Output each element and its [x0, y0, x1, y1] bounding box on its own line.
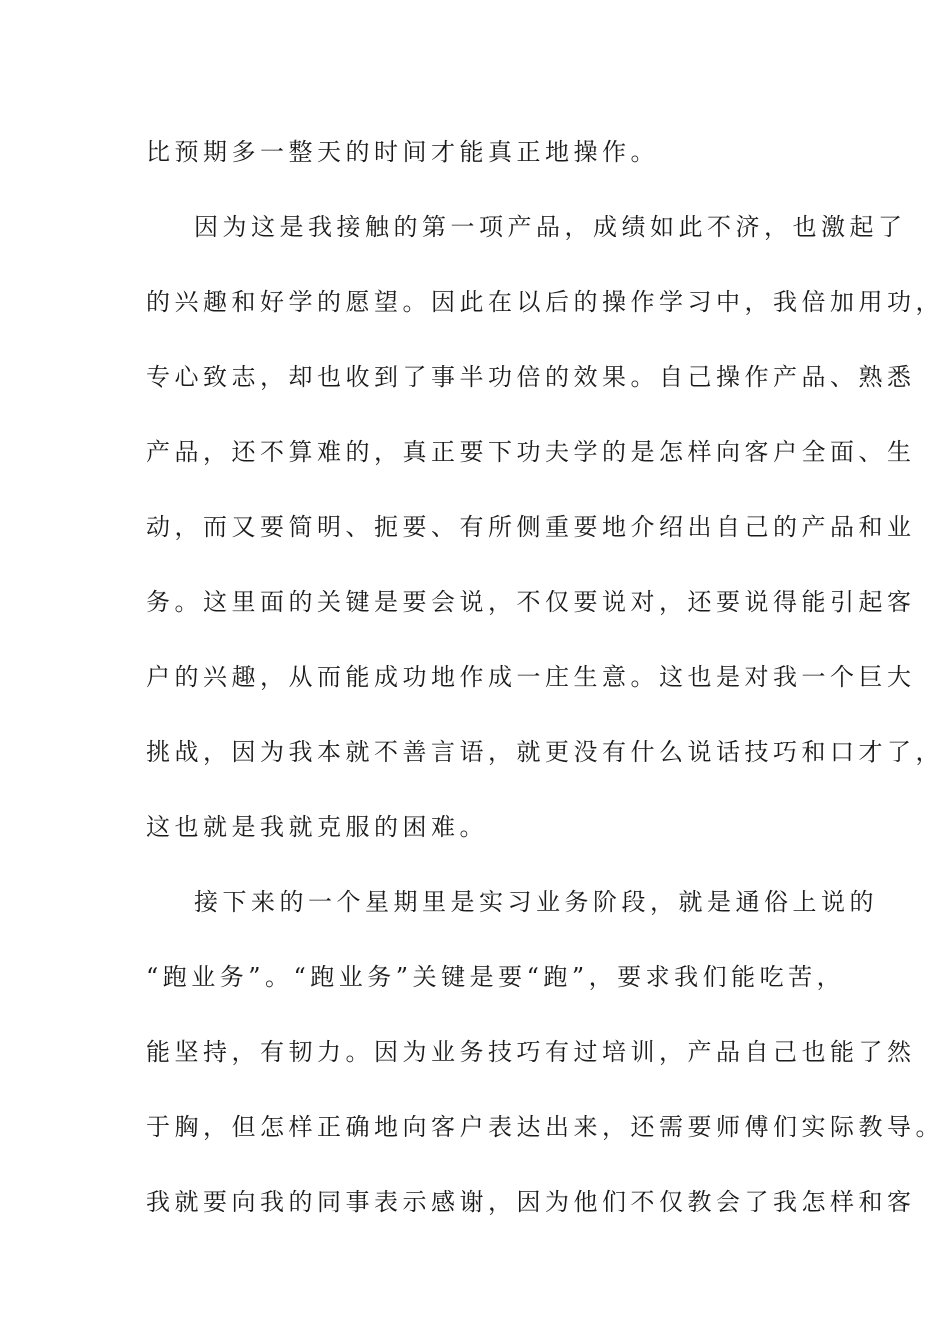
paragraph-first-line: 接下来的一个星期里是实习业务阶段，就是通俗上说的 — [194, 888, 878, 916]
text-line: 的兴趣和好学的愿望。因此在以后的操作学习中，我倍加用功， — [146, 288, 944, 316]
text-line: 能坚持，有韧力。因为业务技巧有过培训，产品自己也能了然 — [146, 1038, 916, 1066]
paragraph-first-line: 因为这是我接触的第一项产品，成绩如此不济，也激起了 — [194, 213, 907, 241]
text-line: 动，而又要简明、扼要、有所侧重要地介绍出自己的产品和业 — [146, 513, 916, 541]
text-line: 务。这里面的关键是要会说，不仅要说对，还要说得能引起客 — [146, 588, 916, 616]
text-line: 产品，还不算难的，真正要下功夫学的是怎样向客户全面、生 — [146, 438, 916, 466]
text-line: 于胸，但怎样正确地向客户表达出来，还需要师傅们实际教导。 — [146, 1113, 944, 1141]
text-line: 我就要向我的同事表示感谢，因为他们不仅教会了我怎样和客 — [146, 1188, 916, 1216]
text-line: “跑业务”。“跑业务”关键是要“跑”，要求我们能吃苦， — [146, 963, 846, 991]
text-line: 这也就是我就克服的困难。 — [146, 813, 488, 841]
text-line: 挑战，因为我本就不善言语，就更没有什么说话技巧和口才了， — [146, 738, 944, 766]
text-line: 专心致志，却也收到了事半功倍的效果。自己操作产品、熟悉 — [146, 363, 916, 391]
text-line: 户的兴趣，从而能成功地作成一庄生意。这也是对我一个巨大 — [146, 663, 916, 691]
text-line: 比预期多一整天的时间才能真正地操作。 — [146, 138, 659, 166]
